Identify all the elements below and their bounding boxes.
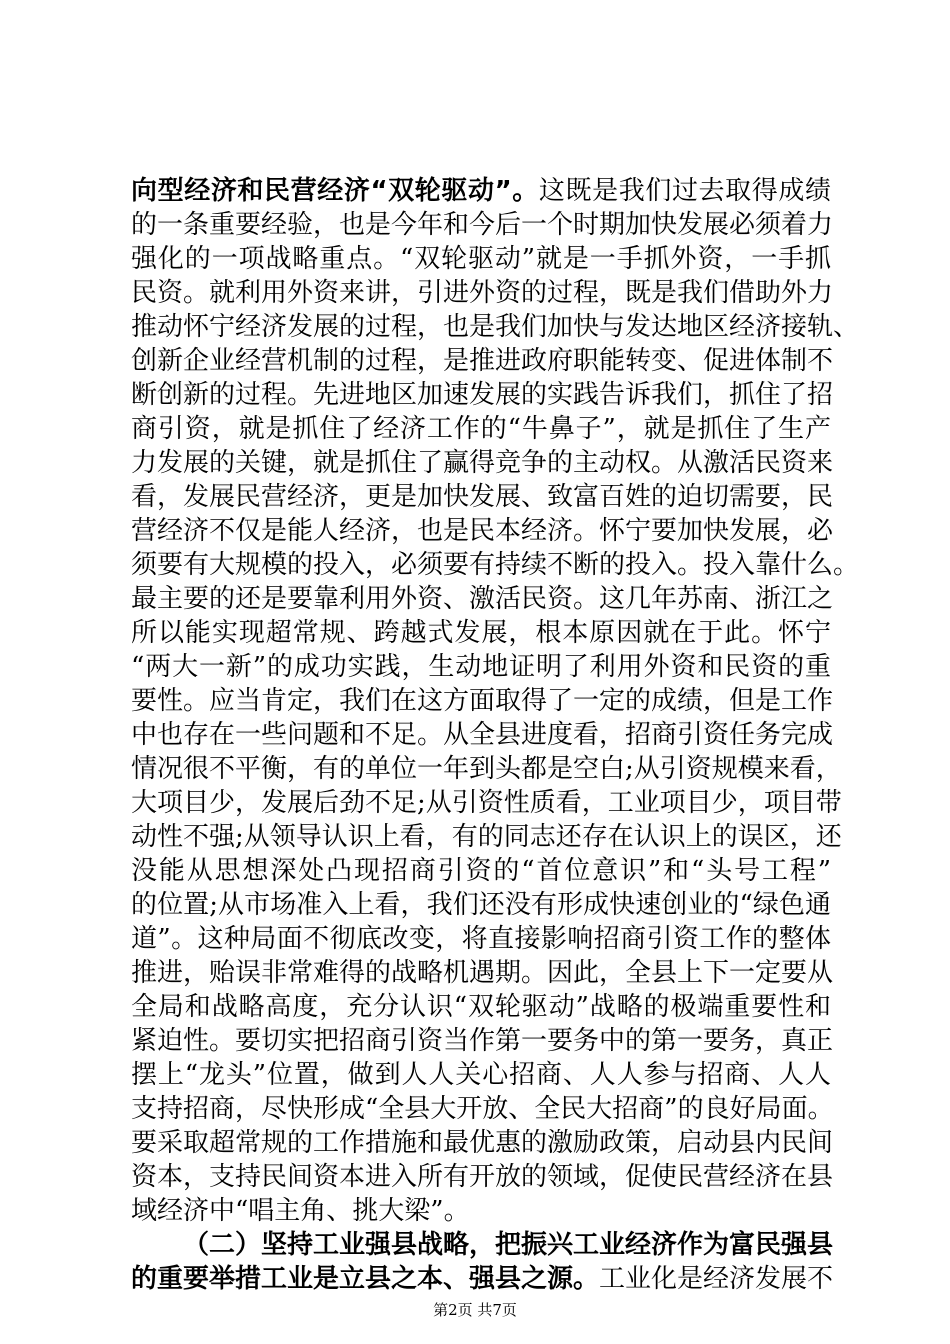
paragraph-line: 没能从思想深处凸现招商引资的“首位意识”和“头号工程” xyxy=(131,856,831,886)
paragraph-line: 动性不强;从领导认识上看，有的同志还存在认识上的误区，还 xyxy=(131,822,842,852)
paragraph-line: 创新企业经营机制的过程，是推进政府职能转变、促进体制不 xyxy=(131,346,834,376)
paragraph-line: 力发展的关键，就是抓住了赢得竞争的主动权。从激活民资来 xyxy=(131,448,834,478)
paragraph-line: 推进，贻误非常难得的战略机遇期。因此，全县上下一定要从 xyxy=(131,958,834,988)
body-text: 这既是我们过去取得成绩 xyxy=(538,176,831,206)
paragraph-line: 的位置;从市场准入上看，我们还没有形成快速创业的“绿色通 xyxy=(131,890,831,920)
section-heading-line: （二）坚持工业强县战略，把振兴工业经济作为富民强县 xyxy=(183,1230,834,1260)
paragraph-line: 须要有大规模的投入，必须要有持续不断的投入。投入靠什么。 xyxy=(131,550,860,580)
paragraph-line: 摆上“龙头”位置，做到人人关心招商、人人参与招商、人人 xyxy=(131,1060,831,1090)
paragraph-line: 全局和战略高度，充分认识“双轮驱动”战略的极端重要性和 xyxy=(131,992,831,1022)
bold-heading-text: 向型经济和民营经济“双轮驱动”。 xyxy=(131,176,539,206)
paragraph-line: 看，发展民营经济，更是加快发展、致富百姓的迫切需要，民 xyxy=(131,482,834,512)
paragraph-line: 支持招商，尽快形成“全县大开放、全民大招商”的良好局面。 xyxy=(131,1094,834,1124)
paragraph-line xyxy=(131,1264,834,1294)
paragraph-line: 域经济中“唱主角、挑大梁”。 xyxy=(131,1196,470,1226)
paragraph-line: 道”。这种局面不彻底改变，将直接影响招商引资工作的整体 xyxy=(131,924,831,954)
paragraph-line: 民资。就利用外资来讲，引进外资的过程，既是我们借助外力 xyxy=(131,278,834,308)
paragraph-line: 所以能实现超常规、跨越式发展，根本原因就在于此。怀宁 xyxy=(131,618,831,648)
paragraph-line xyxy=(131,176,831,206)
paragraph-line: 情况很不平衡，有的单位一年到头都是空白;从引资规模来看， xyxy=(131,754,842,784)
paragraph-line: 断创新的过程。先进地区加速发展的实践告诉我们，抓住了招 xyxy=(131,380,834,410)
paragraph-line: 最主要的还是要靠利用外资、激活民资。这几年苏南、浙江之 xyxy=(131,584,834,614)
paragraph-line: 商引资，就是抓住了经济工作的“牛鼻子”，就是抓住了生产 xyxy=(131,414,831,444)
paragraph-line: 推动怀宁经济发展的过程，也是我们加快与发达地区经济接轨、 xyxy=(131,312,860,342)
paragraph-line: 大项目少，发展后劲不足;从引资性质看，工业项目少，项目带 xyxy=(131,788,842,818)
body-text: 工业化是经济发展不 xyxy=(599,1264,834,1294)
paragraph-line: 的一条重要经验，也是今年和今后一个时期加快发展必须着力 xyxy=(131,210,834,240)
page-number-footer: 第2页 共7页 xyxy=(433,1301,517,1319)
paragraph-line: “两大一新”的成功实践，生动地证明了利用外资和民资的重 xyxy=(131,652,831,682)
paragraph-line: 强化的一项战略重点。“双轮驱动”就是一手抓外资，一手抓 xyxy=(131,244,831,274)
paragraph-line: 资本，支持民间资本进入所有开放的领域，促使民营经济在县 xyxy=(131,1162,834,1192)
paragraph-line: 要采取超常规的工作措施和最优惠的激励政策，启动县内民间 xyxy=(131,1128,834,1158)
paragraph-line: 营经济不仅是能人经济，也是民本经济。怀宁要加快发展，必 xyxy=(131,516,834,546)
bold-heading-text: 的重要举措工业是立县之本、强县之源。 xyxy=(131,1264,600,1294)
paragraph-line: 中也存在一些问题和不足。从全县进度看，招商引资任务完成 xyxy=(131,720,834,750)
paragraph-line: 紧迫性。要切实把招商引资当作第一要务中的第一要务，真正 xyxy=(131,1026,834,1056)
paragraph-line: 要性。应当肯定，我们在这方面取得了一定的成绩，但是工作 xyxy=(131,686,834,716)
